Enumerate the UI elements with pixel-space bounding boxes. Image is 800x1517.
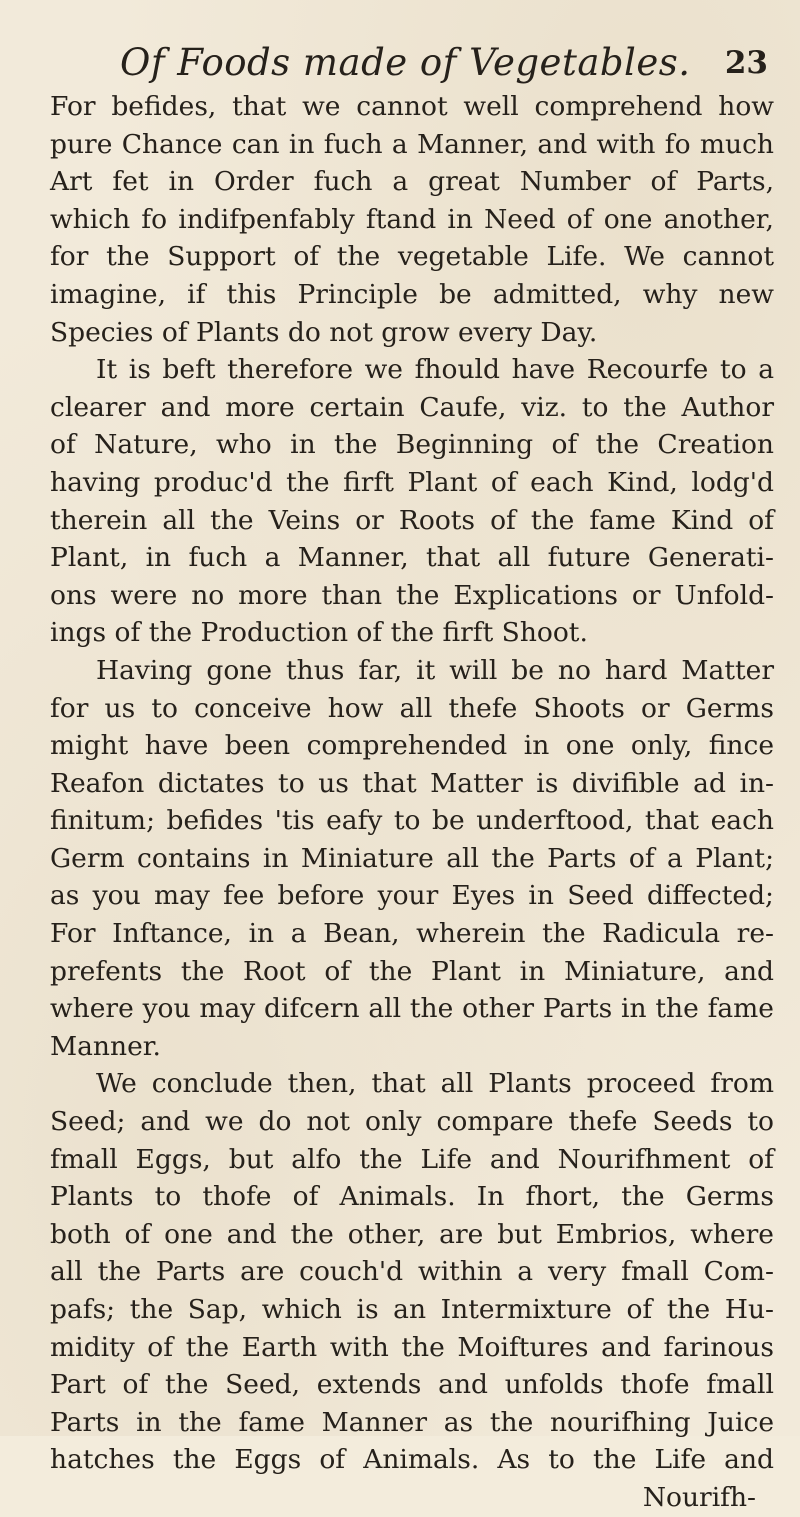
text-line: where you may difcern all the other Parts in the fame (50, 993, 774, 1025)
text-line: for us to conceive how all thefe Shoots or Germs (50, 692, 774, 724)
text-line: Plants to thofe of Animals. In fhort, the Germs (50, 1181, 774, 1213)
text-line: Germ contains in Miniature all the Parts of a Plant; (50, 842, 774, 874)
body-text (50, 88, 774, 1517)
text-line: finitum; befides 'tis eafy to be underftood, that each (50, 805, 774, 837)
text-line: of Nature, who in the Beginning of the Creation (50, 429, 774, 461)
text-line: For befides, that we cannot well comprehend how (50, 91, 774, 122)
running-head: Of Foods made of Vegetables. (120, 41, 691, 84)
page-number: 23 (724, 45, 768, 81)
text-line-paragraph-start: It is beft therefore we fhould have Recourfe to a (96, 354, 774, 386)
text-line: having produc'd the firft Plant of each Kind, lodg'd (50, 466, 774, 498)
text-line: which fo indifpenfably ftand in Need of one another, (50, 203, 774, 235)
text-line: hatches the Eggs of Animals. As to the Life and (50, 1444, 774, 1476)
page-header (50, 0, 774, 84)
text-line: ons were no more than the Explications or Unfold- (50, 579, 774, 611)
text-line: pafs; the Sap, which is an Intermixture of the Hu- (50, 1294, 774, 1325)
text-line: For Inftance, in a Bean, wherein the Radicula re- (50, 918, 774, 950)
text-line: Parts in the fame Manner as the nourifhing Juice (50, 1406, 774, 1438)
text-line-paragraph-end: Manner. (50, 1030, 161, 1062)
text-line: might have been comprehended in one only, fince (50, 730, 774, 762)
text-line-paragraph-start: We conclude then, that all Plants proceed from (96, 1068, 774, 1100)
text-line: midity of the Earth with the Moiftures and farinous (50, 1331, 774, 1363)
catchword: Nourifh- (642, 1481, 756, 1513)
text-line: all the Parts are couch'd within a very fmall Com- (50, 1256, 774, 1288)
text-line-paragraph-start: Having gone thus far, it will be no hard Matter (96, 654, 774, 686)
text-line: Seed; and we do not only compare thefe Seeds to (50, 1106, 774, 1138)
text-line: fmall Eggs, but alfo the Life and Nourifhment of (50, 1143, 774, 1175)
text-line: therein all the Veins or Roots of the fame Kind of (50, 504, 774, 536)
text-line-paragraph-end: ings of the Production of the firft Shoot. (50, 617, 588, 649)
text-line: both of one and the other, are but Embrios, where (50, 1218, 774, 1250)
text-line: for the Support of the vegetable Life. We cannot (50, 241, 774, 273)
text-line-paragraph-end: Species of Plants do not grow every Day. (50, 316, 598, 348)
text-line: Reafon dictates to us that Matter is divifible ad in- (50, 767, 774, 799)
text-line: Plant, in fuch a Manner, that all future Generati- (50, 542, 774, 574)
text-line: Part of the Seed, extends and unfolds thofe fmall (50, 1369, 774, 1401)
text-line: clearer and more certain Caufe, viz. to the Author (50, 391, 774, 423)
text-line: as you may fee before your Eyes in Seed diffected; (50, 880, 774, 912)
text-line: Art fet in Order fuch a great Number of Parts, (50, 166, 774, 198)
text-line: pure Chance can in fuch a Manner, and with fo much (50, 128, 774, 160)
text-line: imagine, if this Principle be admitted, why new (50, 278, 774, 310)
text-line: prefents the Root of the Plant in Miniature, and (50, 955, 774, 987)
